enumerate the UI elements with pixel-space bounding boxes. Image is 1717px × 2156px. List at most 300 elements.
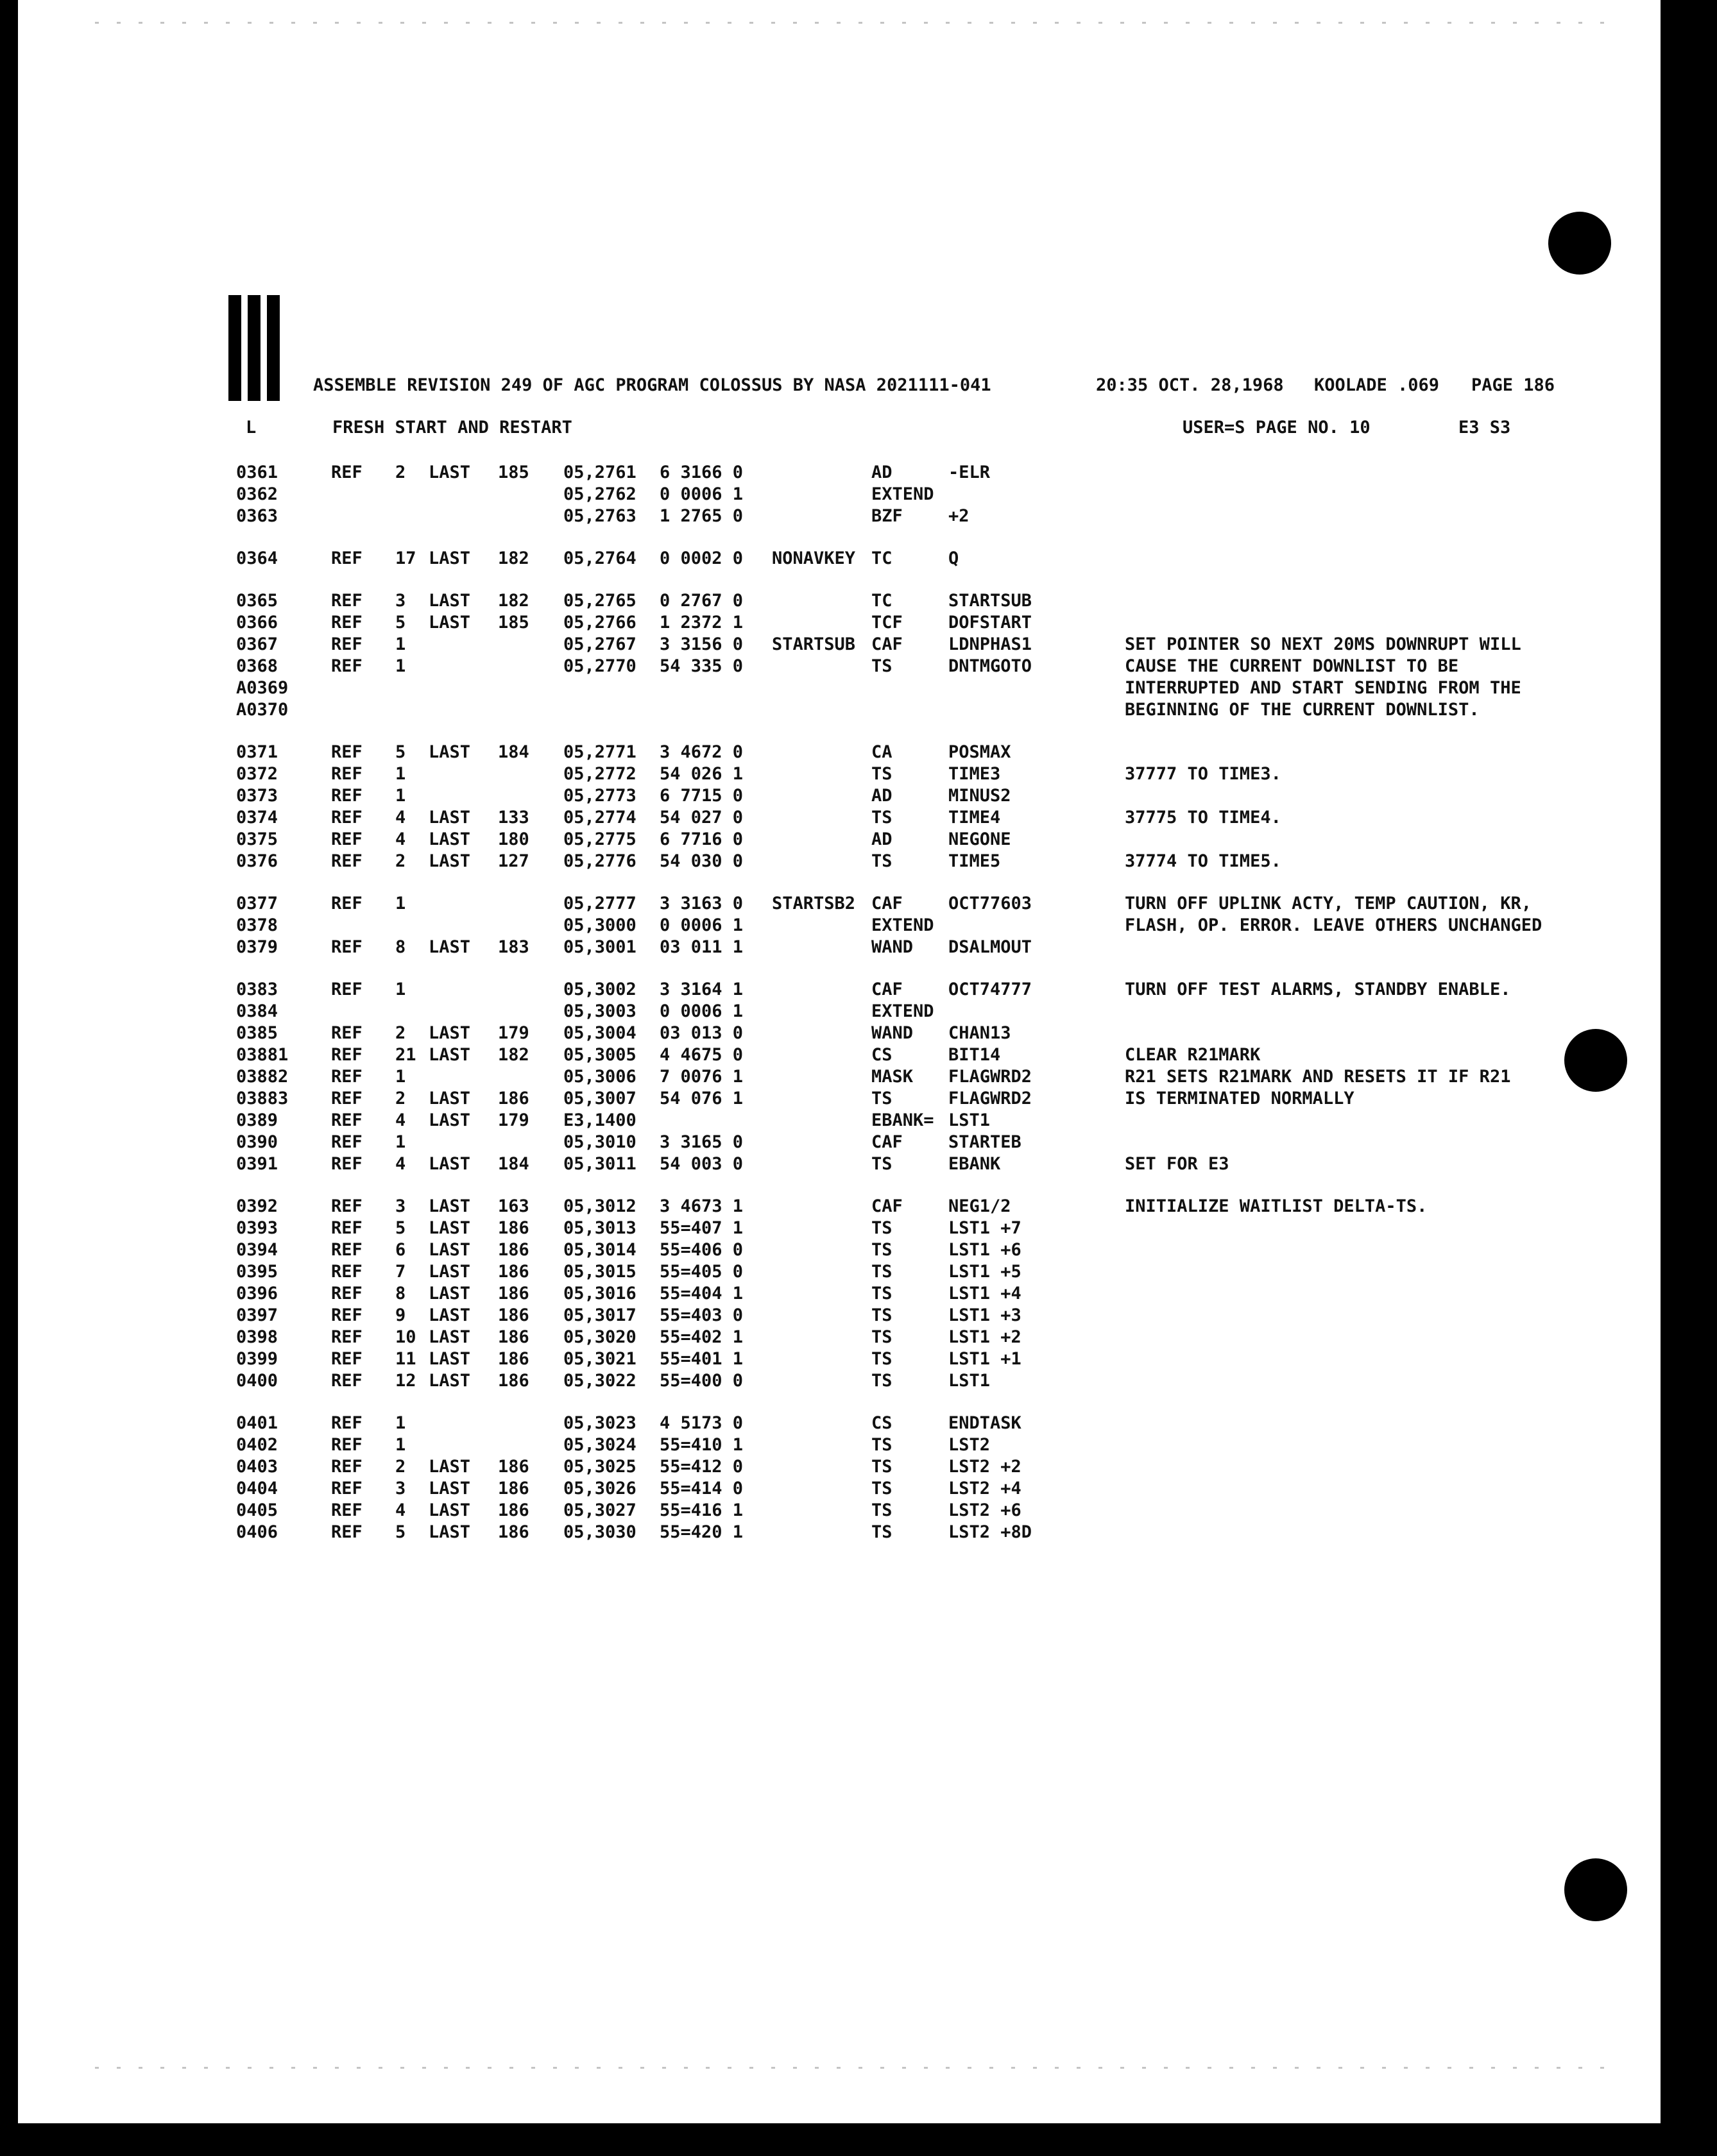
row-op: EXTEND [871, 484, 934, 504]
row-n: 5 [395, 1218, 406, 1238]
row-n: 5 [395, 613, 406, 632]
row-comment: 37775 TO TIME4. [1125, 808, 1281, 828]
row-op: TS [871, 656, 893, 676]
row-operand: FLAGWRD2 [948, 1067, 1032, 1087]
row-addr: 05,3027 [563, 1500, 636, 1520]
row-code: 55=400 0 [660, 1371, 744, 1391]
row-n: 1 [395, 1435, 406, 1455]
row-comment: CAUSE THE CURRENT DOWNLIST TO BE [1125, 656, 1459, 676]
row-rep: REF [331, 1067, 363, 1087]
row-code: 3 4672 0 [660, 742, 744, 762]
row-comment: 37777 TO TIME3. [1125, 764, 1281, 784]
row-operand: LST2 +4 [948, 1479, 1021, 1498]
row-line: 0385 [236, 1023, 278, 1043]
row-ref: 183 [498, 937, 529, 957]
row-operand: LST2 +2 [948, 1457, 1021, 1477]
row-op: TS [871, 1218, 893, 1238]
row-line: 0400 [236, 1371, 278, 1391]
row-line: 0395 [236, 1262, 278, 1282]
row-op: CS [871, 1045, 893, 1065]
row-code: 3 3156 0 [660, 634, 744, 654]
row-rep: REF [331, 894, 363, 913]
row-n: 4 [395, 1154, 406, 1174]
row-op: CAF [871, 980, 903, 999]
row-addr: 05,2771 [563, 742, 636, 762]
row-line: 0384 [236, 1001, 278, 1021]
row-rep: REF [331, 1457, 363, 1477]
row-comment: SET FOR E3 [1125, 1154, 1229, 1174]
row-line: 0378 [236, 915, 278, 935]
row-op: CAF [871, 894, 903, 913]
row-operand: DNTMGOTO [948, 656, 1032, 676]
row-code: 54 026 1 [660, 764, 744, 784]
row-op: TS [871, 1457, 893, 1477]
row-n: 6 [395, 1240, 406, 1260]
row-code: 0 0002 0 [660, 548, 744, 568]
row-op: TS [871, 1479, 893, 1498]
row-operand: LDNPHAS1 [948, 634, 1032, 654]
row-code: 4 5173 0 [660, 1413, 744, 1433]
row-addr: 05,3030 [563, 1522, 636, 1542]
row-op: TS [871, 1154, 893, 1174]
row-op: WAND [871, 1023, 914, 1043]
row-last: LAST [429, 1089, 471, 1108]
row-last: LAST [429, 742, 471, 762]
row-line: 0383 [236, 980, 278, 999]
row-operand: ENDTASK [948, 1413, 1021, 1433]
row-operand: FLAGWRD2 [948, 1089, 1032, 1108]
row-comment: INTERRUPTED AND START SENDING FROM THE [1125, 678, 1521, 698]
row-addr: 05,2776 [563, 851, 636, 871]
row-ref: 182 [498, 1045, 529, 1065]
row-rep: REF [331, 1045, 363, 1065]
punch-hole-middle [1564, 1029, 1627, 1092]
row-last: LAST [429, 1522, 471, 1542]
row-operand: -ELR [948, 463, 991, 482]
section-letter: L [246, 418, 257, 437]
row-line: 03883 [236, 1089, 289, 1108]
row-comment: 37774 TO TIME5. [1125, 851, 1281, 871]
row-op: TS [871, 1089, 893, 1108]
binder-mark [228, 295, 289, 401]
row-code: 55=407 1 [660, 1218, 744, 1238]
row-operand: LST1 [948, 1110, 991, 1130]
row-ref: 186 [498, 1089, 529, 1108]
row-code: 55=416 1 [660, 1500, 744, 1520]
row-last: LAST [429, 463, 471, 482]
row-n: 5 [395, 1522, 406, 1542]
row-ref: 186 [498, 1240, 529, 1260]
row-rep: REF [331, 1413, 363, 1433]
row-operand: POSMAX [948, 742, 1011, 762]
row-last: LAST [429, 1371, 471, 1391]
row-op: TC [871, 591, 893, 611]
row-op: MASK [871, 1067, 914, 1087]
row-ref: 186 [498, 1349, 529, 1369]
row-code: 7 0076 1 [660, 1067, 744, 1087]
row-rep: REF [331, 764, 363, 784]
row-addr: 05,2765 [563, 591, 636, 611]
row-operand: MINUS2 [948, 786, 1011, 806]
row-addr: 05,2767 [563, 634, 636, 654]
row-last: LAST [429, 1240, 471, 1260]
row-op: TC [871, 548, 893, 568]
row-operand: EBANK [948, 1154, 1001, 1174]
row-rep: REF [331, 1305, 363, 1325]
row-rep: REF [331, 1240, 363, 1260]
row-code: 6 7716 0 [660, 829, 744, 849]
row-rep: REF [331, 1435, 363, 1455]
row-operand: NEG1/2 [948, 1196, 1011, 1216]
row-operand: STARTSUB [948, 591, 1032, 611]
row-last: LAST [429, 1284, 471, 1303]
row-op: AD [871, 463, 893, 482]
row-addr: 05,2774 [563, 808, 636, 828]
row-rep: REF [331, 463, 363, 482]
row-op: TS [871, 1240, 893, 1260]
row-line: 0393 [236, 1218, 278, 1238]
row-n: 1 [395, 1413, 406, 1433]
row-operand: +2 [948, 506, 970, 526]
row-op: TS [871, 1522, 893, 1542]
row-line: 03882 [236, 1067, 289, 1087]
row-code: 54 335 0 [660, 656, 744, 676]
row-addr: 05,3016 [563, 1284, 636, 1303]
row-addr: 05,3010 [563, 1132, 636, 1152]
row-operand: LST1 +2 [948, 1327, 1021, 1347]
row-ref: 185 [498, 613, 529, 632]
row-rep: REF [331, 1089, 363, 1108]
row-last: LAST [429, 1305, 471, 1325]
row-code: 0 0006 1 [660, 915, 744, 935]
row-addr: 05,2770 [563, 656, 636, 676]
row-rep: REF [331, 1110, 363, 1130]
row-operand: CHAN13 [948, 1023, 1011, 1043]
row-comment: BEGINNING OF THE CURRENT DOWNLIST. [1125, 700, 1480, 720]
row-op: WAND [871, 937, 914, 957]
row-last: LAST [429, 851, 471, 871]
row-addr: 05,2777 [563, 894, 636, 913]
row-line: 0389 [236, 1110, 278, 1130]
row-rep: REF [331, 634, 363, 654]
header-title: ASSEMBLE REVISION 249 OF AGC PROGRAM COLOSSUS BY NASA 2021111-041 [313, 375, 991, 395]
row-line: 0372 [236, 764, 278, 784]
row-n: 1 [395, 634, 406, 654]
row-last: LAST [429, 1262, 471, 1282]
row-rep: REF [331, 808, 363, 828]
row-last: LAST [429, 808, 471, 828]
row-addr: 05,3002 [563, 980, 636, 999]
row-line: 0398 [236, 1327, 278, 1347]
row-ref: 186 [498, 1305, 529, 1325]
row-addr: 05,3026 [563, 1479, 636, 1498]
row-line: 0367 [236, 634, 278, 654]
row-last: LAST [429, 548, 471, 568]
row-ref: 179 [498, 1023, 529, 1043]
scan-noise-bottom [95, 2067, 1622, 2069]
row-ref: 182 [498, 548, 529, 568]
row-n: 5 [395, 742, 406, 762]
row-op: TS [871, 808, 893, 828]
row-operand: LST2 +6 [948, 1500, 1021, 1520]
row-last: LAST [429, 1500, 471, 1520]
row-comment: TURN OFF TEST ALARMS, STANDBY ENABLE. [1125, 980, 1511, 999]
row-op: AD [871, 829, 893, 849]
row-ref: 186 [498, 1479, 529, 1498]
row-last: LAST [429, 613, 471, 632]
row-n: 4 [395, 829, 406, 849]
punch-hole-top [1548, 212, 1611, 275]
row-line: 0371 [236, 742, 278, 762]
row-code: 3 3163 0 [660, 894, 744, 913]
row-n: 2 [395, 463, 406, 482]
row-line: 0396 [236, 1284, 278, 1303]
row-operand: TIME4 [948, 808, 1001, 828]
row-op: TS [871, 764, 893, 784]
row-ref: 127 [498, 851, 529, 871]
row-n: 3 [395, 1196, 406, 1216]
row-addr: 05,3015 [563, 1262, 636, 1282]
row-comment: FLASH, OP. ERROR. LEAVE OTHERS UNCHANGED [1125, 915, 1542, 935]
row-op: EBANK= [871, 1110, 934, 1130]
row-addr: 05,3022 [563, 1371, 636, 1391]
row-operand: LST1 +3 [948, 1305, 1021, 1325]
row-addr: 05,2773 [563, 786, 636, 806]
row-last: LAST [429, 1479, 471, 1498]
row-addr: 05,3011 [563, 1154, 636, 1174]
row-addr: E3,1400 [563, 1110, 636, 1130]
row-rep: REF [331, 1218, 363, 1238]
row-line: 0399 [236, 1349, 278, 1369]
user-page-number: USER=S PAGE NO. 10 [1183, 418, 1371, 437]
row-addr: 05,2761 [563, 463, 636, 482]
row-code: 03 011 1 [660, 937, 744, 957]
row-line: 0363 [236, 506, 278, 526]
row-ref: 186 [498, 1500, 529, 1520]
row-n: 1 [395, 786, 406, 806]
row-operand: NEGONE [948, 829, 1011, 849]
row-code: 6 3166 0 [660, 463, 744, 482]
row-code: 54 076 1 [660, 1089, 744, 1108]
row-ref: 180 [498, 829, 529, 849]
row-code: 54 027 0 [660, 808, 744, 828]
row-line: 0377 [236, 894, 278, 913]
punch-hole-bottom [1564, 1858, 1627, 1921]
row-line: 0404 [236, 1479, 278, 1498]
row-rep: REF [331, 1349, 363, 1369]
row-line: 0406 [236, 1522, 278, 1542]
row-code: 3 3165 0 [660, 1132, 744, 1152]
row-ref: 186 [498, 1522, 529, 1542]
row-rep: REF [331, 548, 363, 568]
row-op: TS [871, 1284, 893, 1303]
row-ref: 133 [498, 808, 529, 828]
row-comment: TURN OFF UPLINK ACTY, TEMP CAUTION, KR, [1125, 894, 1532, 913]
row-operand: LST1 +5 [948, 1262, 1021, 1282]
row-op: CS [871, 1413, 893, 1433]
row-last: LAST [429, 1110, 471, 1130]
row-op: CAF [871, 634, 903, 654]
row-ref: 182 [498, 591, 529, 611]
row-line: A0370 [236, 700, 289, 720]
row-op: TS [871, 1327, 893, 1347]
row-last: LAST [429, 829, 471, 849]
row-operand: BIT14 [948, 1045, 1001, 1065]
row-line: 0379 [236, 937, 278, 957]
row-ref: 186 [498, 1371, 529, 1391]
row-last: LAST [429, 1218, 471, 1238]
row-addr: 05,3007 [563, 1089, 636, 1108]
row-operand: LST1 [948, 1371, 991, 1391]
row-last: LAST [429, 1457, 471, 1477]
row-rep: REF [331, 1262, 363, 1282]
row-code: 54 030 0 [660, 851, 744, 871]
row-n: 1 [395, 764, 406, 784]
row-last: LAST [429, 1023, 471, 1043]
header-page: PAGE 186 [1471, 375, 1555, 395]
row-n: 8 [395, 1284, 406, 1303]
row-ref: 163 [498, 1196, 529, 1216]
row-code: 55=404 1 [660, 1284, 744, 1303]
row-n: 12 [395, 1371, 416, 1391]
row-op: TS [871, 1371, 893, 1391]
row-rep: REF [331, 1023, 363, 1043]
header-timestamp: 20:35 OCT. 28,1968 [1096, 375, 1284, 395]
row-ref: 186 [498, 1262, 529, 1282]
row-n: 4 [395, 1110, 406, 1130]
row-addr: 05,2762 [563, 484, 636, 504]
row-label: STARTSUB [772, 634, 856, 654]
row-n: 7 [395, 1262, 406, 1282]
row-operand: TIME5 [948, 851, 1001, 871]
row-rep: REF [331, 742, 363, 762]
row-operand: LST1 +6 [948, 1240, 1021, 1260]
row-op: CA [871, 742, 893, 762]
row-operand: STARTEB [948, 1132, 1021, 1152]
row-operand: LST1 +4 [948, 1284, 1021, 1303]
row-rep: REF [331, 613, 363, 632]
row-operand: LST1 +7 [948, 1218, 1021, 1238]
row-op: TS [871, 1349, 893, 1369]
row-n: 3 [395, 1479, 406, 1498]
row-n: 4 [395, 1500, 406, 1520]
row-ref: 179 [498, 1110, 529, 1130]
row-code: 54 003 0 [660, 1154, 744, 1174]
row-ref: 184 [498, 1154, 529, 1174]
row-operand: LST1 +1 [948, 1349, 1021, 1369]
scan-noise-top [95, 22, 1622, 24]
row-rep: REF [331, 786, 363, 806]
row-code: 55=410 1 [660, 1435, 744, 1455]
row-op: EXTEND [871, 1001, 934, 1021]
row-addr: 05,3005 [563, 1045, 636, 1065]
row-op: TS [871, 1262, 893, 1282]
row-line: 0390 [236, 1132, 278, 1152]
row-line: 0375 [236, 829, 278, 849]
row-op: EXTEND [871, 915, 934, 935]
row-line: 0374 [236, 808, 278, 828]
row-n: 1 [395, 656, 406, 676]
row-n: 9 [395, 1305, 406, 1325]
row-rep: REF [331, 1196, 363, 1216]
row-addr: 05,2772 [563, 764, 636, 784]
row-line: 0376 [236, 851, 278, 871]
row-code: 0 2767 0 [660, 591, 744, 611]
row-op: CAF [871, 1132, 903, 1152]
row-last: LAST [429, 591, 471, 611]
row-n: 2 [395, 1023, 406, 1043]
row-op: TS [871, 851, 893, 871]
row-n: 11 [395, 1349, 416, 1369]
row-last: LAST [429, 1327, 471, 1347]
row-rep: REF [331, 1327, 363, 1347]
row-n: 1 [395, 1067, 406, 1087]
row-operand: Q [948, 548, 959, 568]
row-comment: IS TERMINATED NORMALLY [1125, 1089, 1354, 1108]
row-code: 55=406 0 [660, 1240, 744, 1260]
row-code: 55=403 0 [660, 1305, 744, 1325]
row-n: 2 [395, 851, 406, 871]
row-code: 55=405 0 [660, 1262, 744, 1282]
row-ref: 185 [498, 463, 529, 482]
row-last: LAST [429, 1045, 471, 1065]
row-comment: R21 SETS R21MARK AND RESETS IT IF R21 [1125, 1067, 1511, 1087]
row-n: 2 [395, 1457, 406, 1477]
row-line: 0401 [236, 1413, 278, 1433]
header-owner: KOOLADE .069 [1314, 375, 1440, 395]
row-code: 55=420 1 [660, 1522, 744, 1542]
row-addr: 05,3001 [563, 937, 636, 957]
row-addr: 05,3023 [563, 1413, 636, 1433]
row-addr: 05,3013 [563, 1218, 636, 1238]
row-n: 2 [395, 1089, 406, 1108]
row-ref: 186 [498, 1327, 529, 1347]
row-addr: 05,3000 [563, 915, 636, 935]
row-code: 55=401 1 [660, 1349, 744, 1369]
row-rep: REF [331, 1284, 363, 1303]
row-addr: 05,3003 [563, 1001, 636, 1021]
row-last: LAST [429, 1196, 471, 1216]
row-addr: 05,3012 [563, 1196, 636, 1216]
row-comment: INITIALIZE WAITLIST DELTA-TS. [1125, 1196, 1428, 1216]
row-line: 0403 [236, 1457, 278, 1477]
row-operand: OCT77603 [948, 894, 1032, 913]
row-rep: REF [331, 656, 363, 676]
row-addr: 05,3017 [563, 1305, 636, 1325]
row-n: 17 [395, 548, 416, 568]
row-n: 1 [395, 894, 406, 913]
row-line: 0392 [236, 1196, 278, 1216]
document-page [18, 0, 1661, 2123]
row-ref: 186 [498, 1457, 529, 1477]
row-op: TCF [871, 613, 903, 632]
row-line: 0394 [236, 1240, 278, 1260]
row-operand: TIME3 [948, 764, 1001, 784]
row-code: 55=402 1 [660, 1327, 744, 1347]
row-rep: REF [331, 1479, 363, 1498]
row-n: 8 [395, 937, 406, 957]
row-last: LAST [429, 937, 471, 957]
row-ref: 184 [498, 742, 529, 762]
row-operand: LST2 [948, 1435, 991, 1455]
row-op: BZF [871, 506, 903, 526]
row-op: AD [871, 786, 893, 806]
row-n: 10 [395, 1327, 416, 1347]
row-addr: 05,3006 [563, 1067, 636, 1087]
row-line: 0391 [236, 1154, 278, 1174]
row-code: 03 013 0 [660, 1023, 744, 1043]
row-addr: 05,2764 [563, 548, 636, 568]
